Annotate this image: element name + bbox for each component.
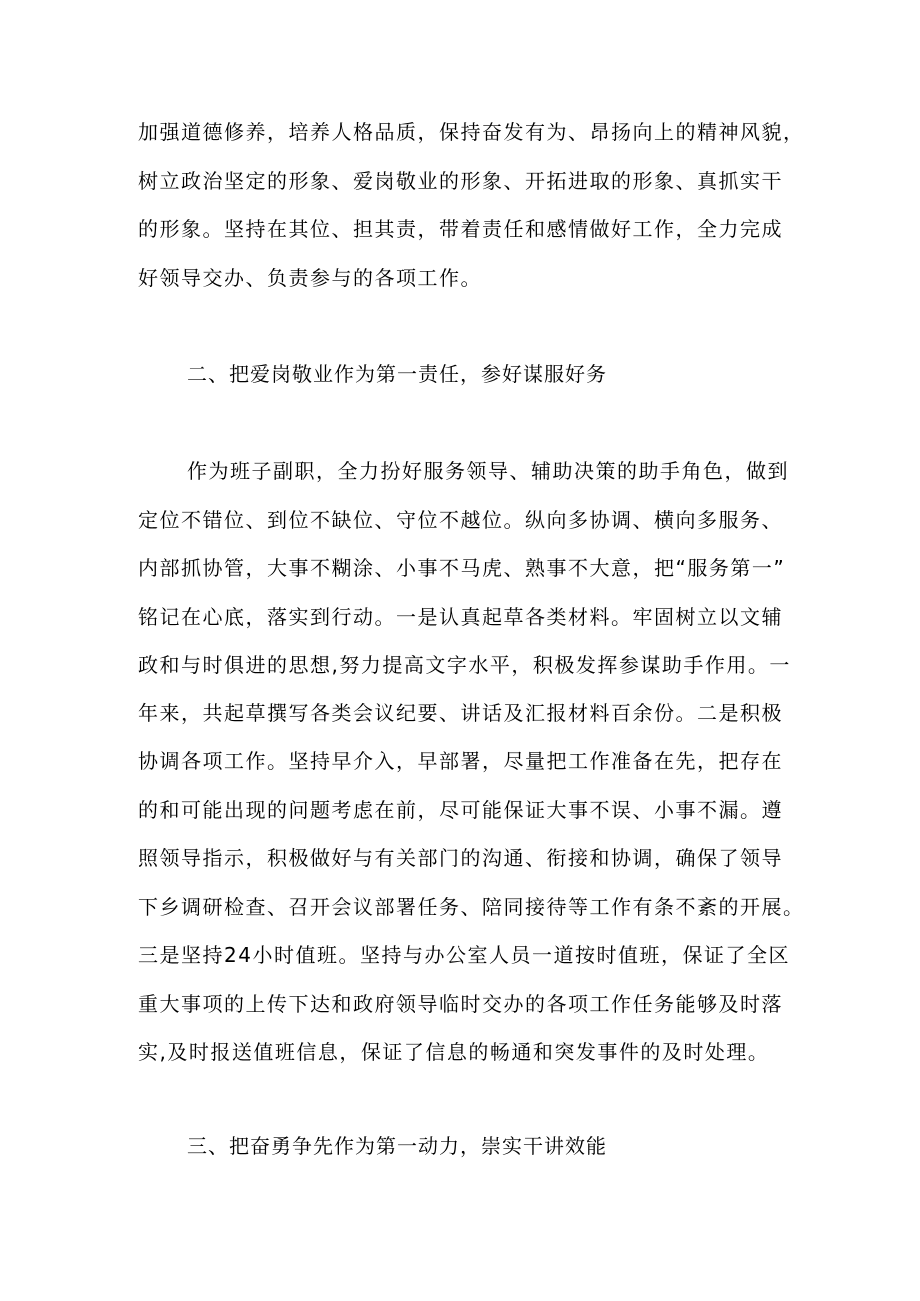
paragraph-line: 的形象。坚持在其位、担其责，带着责任和感情做好工作，全力完成 bbox=[138, 217, 783, 241]
section-heading-3: 三、把奋勇争先作为第一动力，崇实干讲效能 bbox=[187, 1134, 607, 1158]
paragraph-line: 三是坚持24小时值班。坚持与办公室人员一道按时值班，保证了全区 bbox=[138, 943, 790, 967]
paragraph-line: 实,及时报送值班信息，保证了信息的畅通和突发事件的及时处理。 bbox=[138, 1040, 770, 1064]
paragraph-line: 加强道德修养，培养人格品质，保持奋发有为、昂扬向上的精神风貌， bbox=[138, 120, 805, 144]
paragraph-line: 内部抓协管，大事不糊涂、小事不马虎、熟事不大意，把“服务第一” bbox=[138, 556, 786, 580]
paragraph-line: 作为班子副职，全力扮好服务领导、辅助决策的助手角色，做到 bbox=[187, 459, 789, 483]
paragraph-line: 政和与时俱进的思想,努力提高文字水平，积极发挥参谋助手作用。一 bbox=[138, 653, 791, 677]
paragraph-line: 定位不错位、到位不缺位、守位不越位。纵向多协调、横向多服务、 bbox=[138, 508, 783, 532]
paragraph-line: 重大事项的上传下达和政府领导临时交办的各项工作任务能够及时落 bbox=[138, 992, 783, 1016]
paragraph-line: 年来，共起草撰写各类会议纪要、讲话及汇报材料百余份。二是积极 bbox=[138, 701, 783, 725]
paragraph-line: 协调各项工作。坚持早介入，早部署，尽量把工作准备在先，把存在 bbox=[138, 749, 783, 773]
paragraph-line: 下乡调研检查、召开会议部署任务、陪同接待等工作有条不紊的开展。 bbox=[138, 895, 805, 919]
paragraph-line: 的和可能出现的问题考虑在前，尽可能保证大事不误、小事不漏。遵 bbox=[138, 798, 783, 822]
section-heading-2: 二、把爱岗敬业作为第一责任，参好谋服好务 bbox=[187, 362, 607, 386]
paragraph-line: 照领导指示，积极做好与有关部门的沟通、衔接和协调，确保了领导 bbox=[138, 846, 783, 870]
paragraph-line: 树立政治坚定的形象、爱岗敬业的形象、开拓进取的形象、真抓实干 bbox=[138, 169, 783, 193]
paragraph-line: 好领导交办、负责参与的各项工作。 bbox=[138, 266, 482, 290]
paragraph-line: 铭记在心底，落实到行动。一是认真起草各类材料。牢固树立以文辅 bbox=[138, 605, 783, 629]
